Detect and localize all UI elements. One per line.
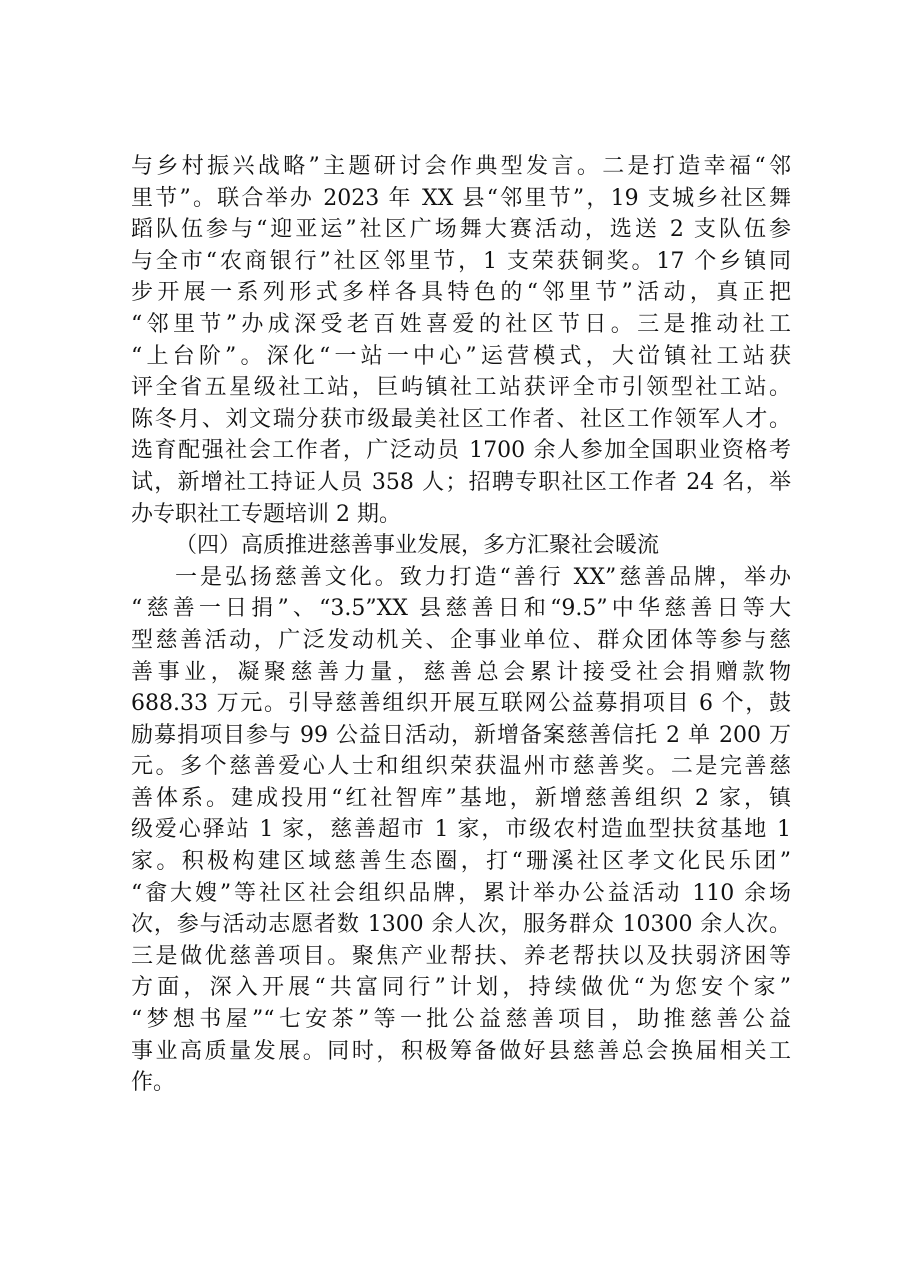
- text-line: 与乡村振兴战略”主题研讨会作典型发言。二是打造幸福“邻: [131, 154, 791, 179]
- text-line: 里节”。联合举办 2023 年 XX 县“邻里节”，19 支城乡社区舞: [131, 185, 791, 211]
- text-line: “邻里节”办成深受老百姓喜爱的社区节日。三是推动社工: [131, 311, 791, 337]
- text-line: 办专职社工专题培训 2 期。: [131, 501, 401, 527]
- text-line: 试，新增社工持证人员 358 人；招聘专职社区工作者 24 名，举: [131, 469, 791, 495]
- text-line: 事业高质量发展。同时，积极筹备做好县慈善总会换届相关工: [131, 1038, 791, 1064]
- text-line: 陈冬月、刘文瑞分获市级最美社区工作者、社区工作领军人才。: [131, 406, 791, 432]
- text-line: 与全市“农商银行”社区邻里节，1 支荣获铜奖。17 个乡镇同: [131, 248, 791, 274]
- text-line: 蹈队伍参与“迎亚运”社区广场舞大赛活动，选送 2 支队伍参: [131, 217, 791, 243]
- text-line: “畲大嫂”等社区社会组织品牌，累计举办公益活动 110 余场: [131, 880, 791, 906]
- text-line: 级爱心驿站 1 家，慈善超市 1 家，市级农村造血型扶贫基地 1: [131, 817, 791, 843]
- text-line: 一是弘扬慈善文化。致力打造“善行 XX”慈善品牌，举办: [175, 564, 791, 590]
- text-line: 688.33 万元。引导慈善组织开展互联网公益募捐项目 6 个，鼓: [131, 691, 791, 717]
- section-heading: （四）高质推进慈善事业发展，多方汇聚社会暖流: [175, 533, 660, 559]
- text-line: 选育配强社会工作者，广泛动员 1700 余人参加全国职业资格考: [131, 438, 791, 464]
- text-line: 三是做优慈善项目。聚焦产业帮扶、养老帮扶以及扶弱济困等: [131, 943, 791, 969]
- text-line: “梦想书屋”“七安茶”等一批公益慈善项目，助推慈善公益: [131, 1007, 791, 1033]
- body-text: [131, 151, 791, 1099]
- text-line: “慈善一日捐”、“3.5”XX 县慈善日和“9.5”中华慈善日等大: [131, 596, 791, 622]
- text-line: 方面，深入开展“共富同行”计划，持续做优“为您安个家”: [131, 975, 791, 1001]
- text-line: 评全省五星级社工站，巨屿镇社工站获评全市引领型社工站。: [131, 375, 791, 401]
- text-line: 次，参与活动志愿者数 1300 余人次，服务群众 10300 余人次。: [131, 912, 791, 938]
- text-line: 作。: [131, 1070, 176, 1096]
- text-line: “上台阶”。深化“一站一中心”运营模式，大峃镇社工站获: [131, 343, 791, 369]
- text-line: 元。多个慈善爱心人士和组织荣获温州市慈善奖。二是完善慈: [131, 754, 791, 780]
- text-line: 家。积极构建区域慈善生态圈，打“珊溪社区孝文化民乐团”: [131, 849, 791, 875]
- text-line: 励募捐项目参与 99 公益日活动，新增备案慈善信托 2 单 200 万: [131, 722, 791, 748]
- text-line: 善体系。建成投用“红社智库”基地，新增慈善组织 2 家，镇: [131, 785, 791, 811]
- text-line: 型慈善活动，广泛发动机关、企事业单位、群众团体等参与慈: [131, 627, 791, 653]
- text-line: 善事业，凝聚慈善力量，慈善总会累计接受社会捐赠款物: [131, 659, 791, 685]
- text-line: 步开展一系列形式多样各具特色的“邻里节”活动，真正把: [131, 280, 791, 306]
